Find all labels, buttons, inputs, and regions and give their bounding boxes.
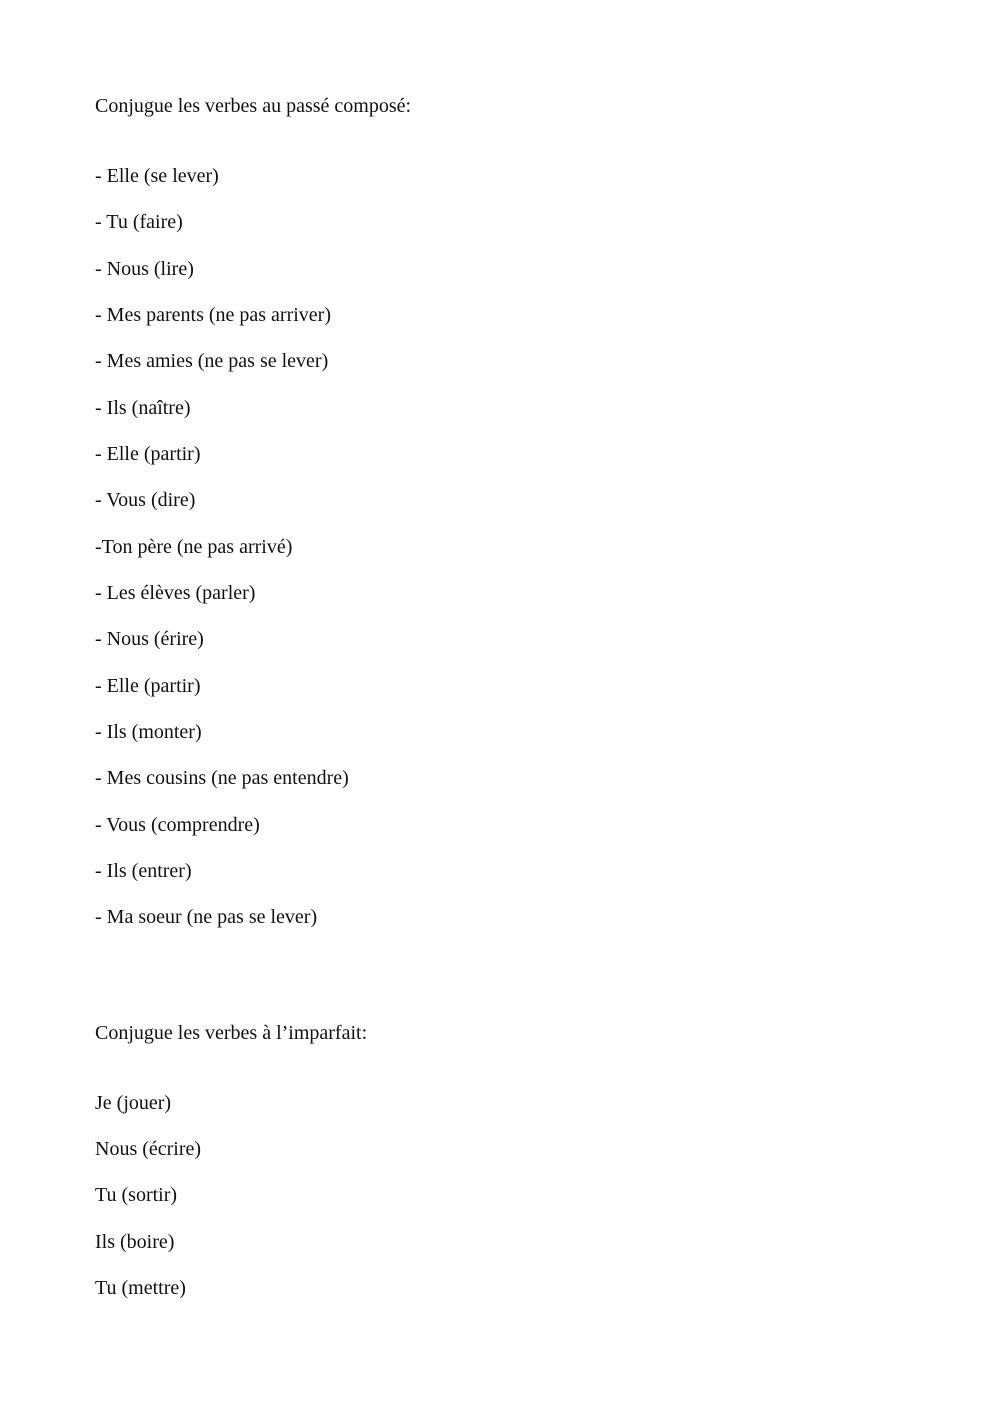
exercise-item: Ils (boire) [95, 1231, 175, 1253]
section-heading-imparfait: Conjugue les verbes à l’imparfait: [95, 1022, 368, 1044]
exercise-item: Nous (écrire) [95, 1138, 202, 1160]
exercise-item: - Nous (érire) [95, 628, 204, 650]
exercise-item: - Elle (partir) [95, 675, 201, 697]
exercise-item: Tu (mettre) [95, 1277, 186, 1299]
exercise-item: - Mes parents (ne pas arriver) [95, 304, 332, 326]
exercise-item: - Vous (dire) [95, 489, 196, 511]
exercise-item: - Elle (partir) [95, 443, 201, 465]
exercise-item: - Ils (monter) [95, 721, 202, 743]
exercise-item: -Ton père (ne pas arrivé) [95, 536, 293, 558]
exercise-item: - Les élèves (parler) [95, 582, 256, 604]
exercise-item: - Nous (lire) [95, 258, 194, 280]
exercise-item: - Ils (naître) [95, 397, 191, 419]
exercise-item: - Mes cousins (ne pas entendre) [95, 767, 349, 789]
exercise-item: - Ils (entrer) [95, 860, 192, 882]
exercise-item: Tu (sortir) [95, 1184, 178, 1206]
exercise-item: - Elle (se lever) [95, 165, 219, 187]
exercise-item: - Vous (comprendre) [95, 814, 260, 836]
exercise-item: - Tu (faire) [95, 211, 183, 233]
exercise-item: Je (jouer) [95, 1092, 172, 1114]
exercise-item: - Mes amies (ne pas se lever) [95, 350, 329, 372]
exercise-item: - Ma soeur (ne pas se lever) [95, 906, 318, 928]
section-heading-passe-compose: Conjugue les verbes au passé composé: [95, 95, 412, 117]
